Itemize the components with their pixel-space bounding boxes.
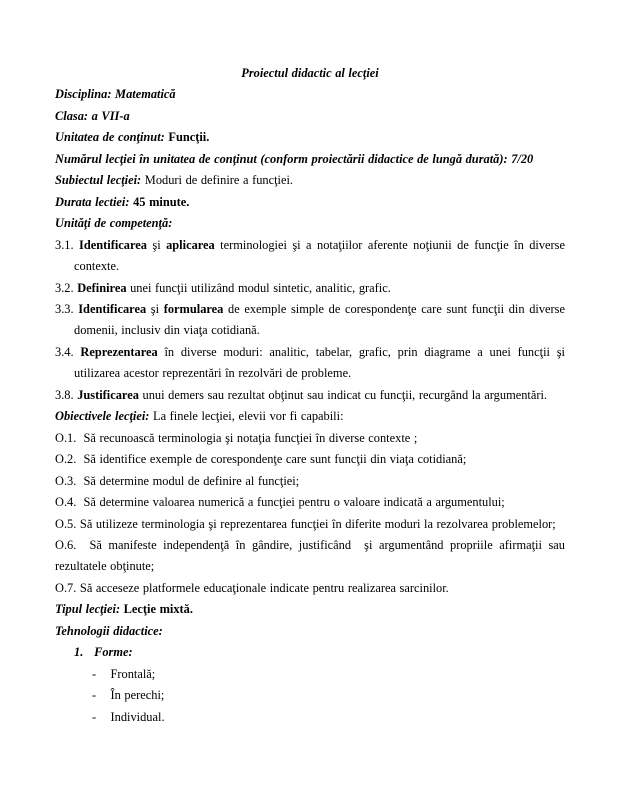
obiectiv-o6 xyxy=(55,535,565,578)
text-run: Definirea xyxy=(77,280,127,295)
text-run: O.7. Să acceseze platformele educaţionale indicate pentru realizarea sarcinilor. xyxy=(55,580,449,595)
text-run: Tipul lecţiei: xyxy=(55,602,124,617)
text-run: Proiectul didactic al lecţiei xyxy=(241,66,379,80)
text-run: şi xyxy=(146,301,164,316)
text-run: Clasa: a VII-a xyxy=(55,108,130,123)
text-run: 1. Forme: xyxy=(74,645,133,660)
text-run: Durata lectiei: xyxy=(55,194,134,209)
text-run: - În perechi; xyxy=(92,688,165,703)
heading-tehnologii xyxy=(55,621,565,642)
text-run: O.5. Să utilizeze terminologia şi reprezentarea funcţiei în diferite moduri la rezolvarea problemelor; xyxy=(55,516,556,531)
text-run: aplicarea xyxy=(166,237,215,252)
text-run: O.4. Să determine valoarea numerică a funcţiei pentru o valoare indicată a argumentului; xyxy=(55,495,505,510)
text-run: Funcţii. xyxy=(168,130,210,145)
text-run: unei funcţii utilizând modul sintetic, analitic, grafic. xyxy=(126,280,391,295)
text-run: 3.1. xyxy=(55,237,80,252)
meta-subiect xyxy=(55,170,565,191)
meta-clasa xyxy=(55,106,565,127)
text-run: Unitatea de conţinut: xyxy=(55,130,169,145)
text-run: terminologiei şi a notaţiilor aferente noţiunii de funcţie în diverse contexte. xyxy=(74,237,565,274)
competenta-3-1 xyxy=(55,235,565,278)
text-run: de exemple simple de corespondenţe care sunt funcţii din diverse domenii, inclusiv din viaţa cotidiană. xyxy=(74,301,565,338)
text-run: O.6. Să manifeste independenţă în gândire, justificând şi argumentând propriile afirmaţii sau rezultatele obţinute; xyxy=(55,537,565,574)
text-run: 3.8. xyxy=(55,387,78,402)
text-run: Unităţi de competenţă: xyxy=(55,216,173,231)
text-run: formularea xyxy=(163,301,224,316)
text-run: Reprezentarea xyxy=(80,344,158,359)
text-run: Moduri de definire a funcţiei. xyxy=(144,173,294,188)
list-item-forme xyxy=(55,642,565,663)
forma-individual xyxy=(55,707,565,728)
text-run: Numărul lecţiei în unitatea de conţinut (conform proiectării didactice de lungă durată): 7/20 xyxy=(55,151,534,166)
text-run: 3.4. xyxy=(55,344,81,359)
text-run: 3.3. xyxy=(55,301,79,316)
obiectiv-o7 xyxy=(55,578,565,599)
competenta-3-2 xyxy=(55,278,565,299)
forma-in-perechi xyxy=(55,685,565,706)
text-run: şi xyxy=(146,237,167,252)
text-run: O.2. Să identifice exemple de corespondenţe care sunt funcţii din viaţa cotidiană; xyxy=(55,452,467,467)
obiectiv-o2 xyxy=(55,449,565,470)
text-run: O.3. Să determine modul de definire al funcţiei; xyxy=(55,473,300,488)
document-title xyxy=(55,63,565,84)
text-run: Identificarea xyxy=(79,237,147,252)
text-run: - Frontală; xyxy=(92,666,156,681)
competenta-3-3 xyxy=(55,299,565,342)
text-run: Subiectul lecţiei: xyxy=(55,173,145,188)
heading-unitati-competenta xyxy=(55,213,565,234)
competenta-3-8 xyxy=(55,385,565,406)
text-run: O.1. Să recunoască terminologia şi notaţia funcţiei în diverse contexte ; xyxy=(55,430,418,445)
competenta-3-4 xyxy=(55,342,565,385)
meta-durata xyxy=(55,192,565,213)
text-run: Justificarea xyxy=(77,387,139,402)
text-run: Disciplina: Matematică xyxy=(55,87,176,102)
text-run: 45 minute. xyxy=(133,194,190,209)
heading-obiective xyxy=(55,406,565,427)
text-run: Tehnologii didactice: xyxy=(55,623,163,638)
text-run: Lecţie mixtă. xyxy=(123,602,193,617)
obiectiv-o1 xyxy=(55,428,565,449)
obiectiv-o3 xyxy=(55,471,565,492)
meta-unitate-continut xyxy=(55,127,565,148)
obiectiv-o5 xyxy=(55,514,565,535)
meta-disciplina xyxy=(55,84,565,105)
text-run: La finele lecţiei, elevii vor fi capabili: xyxy=(153,409,344,424)
text-run: Identificarea xyxy=(78,301,147,316)
text-run: în diverse moduri: analitic, tabelar, grafic, prin diagrame a unei funcţii şi utilizarea acestor reprezentări în rezolvări de probleme. xyxy=(74,344,565,381)
meta-numar-lectie xyxy=(55,149,565,170)
obiectiv-o4 xyxy=(55,492,565,513)
text-run: - Individual. xyxy=(92,709,165,724)
text-run: Obiectivele lecţiei: xyxy=(55,409,154,424)
text-run: 3.2. xyxy=(55,280,78,295)
meta-tip-lectie xyxy=(55,599,565,620)
forma-frontala xyxy=(55,664,565,685)
text-run: unui demers sau rezultat obţinut sau indicat cu funcţii, recurgând la argumentări. xyxy=(138,387,548,402)
